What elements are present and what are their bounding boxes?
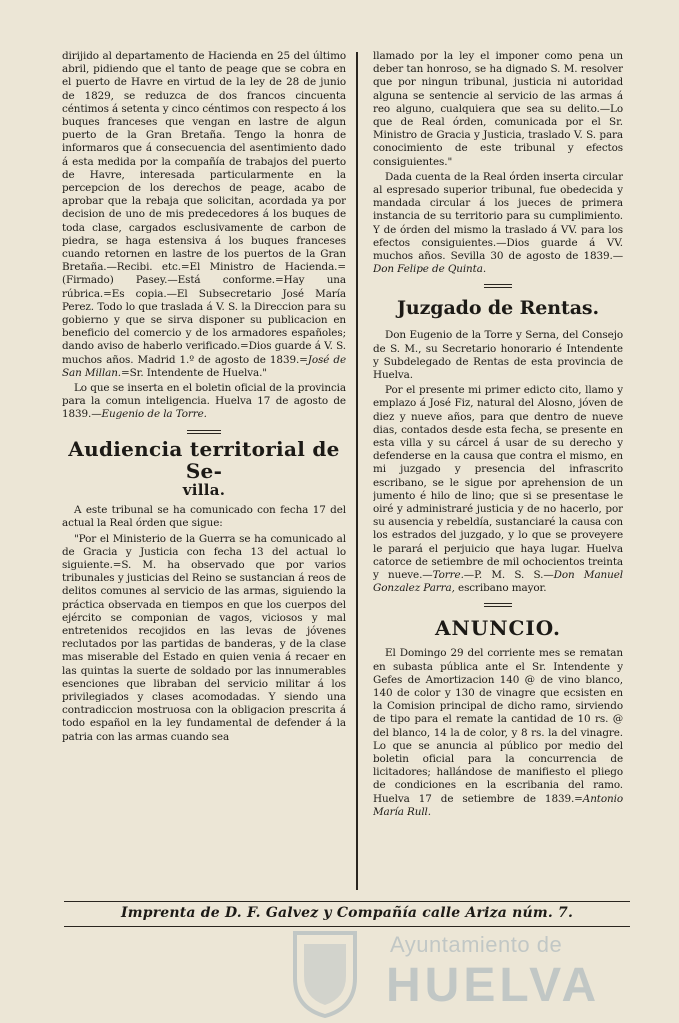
left-paragraph-4: "Por el Ministerio de la Guerra se ha comunicado al de Gracia y Justicia con fecha 13 del actual lo siguiente.=S. M. ha observado que por varios tribunales y justicias del Reino se sustancian á reos de delitos comunes al servicio de las armas, siguiendo la práctica observada en tiempos en que los cuerpos del ejército se componian de vagos, viciosos y mal entretenidos recojidos en las levas de jóvenes reclutados por las partidas de banderas, y de la clase mas miserable del Estado en quien venia á recaer en las quintas la suerte de soldado por las innumerables esenciones que libraban del servicio militar á los privilegiados y clases acomodadas. Y siendo una contradiccion mostruosa con la obligacion prescrita á todo español en la ley fundamental de defender á la patria con las armas cuando sea <box>62 532 346 743</box>
imprint-line: Imprenta de D. F. Galvez y Compañía calle Ariza núm. 7. <box>120 905 574 921</box>
left-column <box>62 50 346 896</box>
signature-rull: Antonio María Rull. <box>373 792 623 818</box>
left-paragraph-1: dirijido al departamento de Hacienda en 25 del último abril, pidiendo que el tanto de peage que se cobra en el puerto de Havre en virtud de la ley de 28 de junio de 1829, se reduzca de dos francos cincuenta céntimos á setenta y cinco céntimos con respecto á los buques franceses que vengan en lastre de algun puerto de la Gran Bretaña. Tengo la honra de informaros que á consecuencia del asentimiento dado á esta medida por la compañía de trabajos del puerto de Havre, interesada particularmente en la percepcion de los derechos de peage, acabo de aprobar que la rebaja que solicitan, acordada ya por decision de uno de mis predecedores á los buques de toda clase, cargados esclusivamente de carbon de piedra, se haga estensiva á los buques franceses cuando retornen en lastre de los puertos de la Gran Bretaña.—Recibi. etc.=El Ministro de Hacienda.=(Firmado) Pasey.—Está conforme.=Hay una rúbrica.=Es copia.—El Subsecretario José María Perez. Todo lo que traslada á V. S. la Direccion para su gobierno y que se sirva disponer su publicacion en beneficio del comercio y de los armadores españoles; dando aviso de haberlo verificado.=Dios guarde á V. S. muchos años. Madrid 1.º de agosto de 1839.=José de San Millan.=Sr. Intendente de Huelva." <box>62 50 346 379</box>
right-paragraph-4: Por el presente mi primer edicto cito, llamo y emplazo á José Fiz, natural del Alosno, jóven de diez y nueve años, para que dentro de nueve dias, contados desde esta fecha, se presente en esta villa y su cárcel á usar de su derecho y defenderse en la causa que contra el mismo, en mi juzgado y presencia del infrascrito escribano, se le sigue por aprehension de un jumento é hilo de lino; que si se presentase le oiré y administraré justicia y de no hacerlo, por su ausencia y rebeldía, sustanciaré la causa con los estrados del juzgado, y lo que se proveyere le parará el perjuicio que haya lugar. Huelva catorce de setiembre de mil ochocientos treinta y nueve.—Torre.—P. M. S. S.—Don Manuel Gonzalez Parra, escribano mayor. <box>373 384 623 595</box>
signature-san-millan: José de San Millan. <box>62 353 346 379</box>
right-column <box>373 50 623 896</box>
watermark-line-2: HUELVA <box>386 959 601 1012</box>
right-paragraph-3: Don Eugenio de la Torre y Serna, del Consejo de S. M., su Secretario honorario é Intendente y Subdelegado de Rentas de esta provincia de Huelva. <box>373 329 623 381</box>
right-paragraph-2: Dada cuenta de la Real órden inserta circular al espresado superior tribunal, fue obedecida y mandada circular á los jueces de primera instancia de su territorio para su cumplimiento. Y de órden del mismo la traslado á VV. para los efectos consiguientes.—Dios guarde á VV. muchos años. Sevilla 30 de agosto de 1839.—Don Felipe de Quinta. <box>373 170 623 276</box>
signature-felipe-quinta: Don Felipe de Quinta. <box>373 263 487 276</box>
signature-eugenio-torre: Eugenio de la Torre. <box>101 408 207 421</box>
signature-torre: Torre. <box>432 569 464 581</box>
section-separator <box>484 284 512 288</box>
heading-juzgado: Juzgado de Rentas. <box>396 297 600 320</box>
shield-icon <box>290 928 360 1018</box>
heading-audiencia: Audiencia territorial de Se- villa. <box>68 436 340 499</box>
section-separator <box>484 603 512 607</box>
section-separator <box>187 430 221 434</box>
heading-anuncio: ANUNCIO. <box>434 616 561 641</box>
right-paragraph-1: llamado por la ley el imponer como pena un deber tan honroso, se ha dignado S. M. resolver que por ningun tribunal, justicia ni autoridad alguna se sentencie al servicio de las armas á reo alguno, cualquiera que sea su delito.—Lo que de Real órden, comunicada por el Sr. Ministro de Gracia y Justicia, traslado V. S. para conocimiento de este tribunal y efectos consiguientes." <box>373 50 623 168</box>
watermark <box>290 928 650 1023</box>
signature-gonzalez-parra: Don Manuel Gonzalez Parra, <box>373 569 623 595</box>
footer-rule-top <box>64 901 630 902</box>
footer-rule-bottom <box>64 926 630 927</box>
left-paragraph-2: Lo que se inserta en el boletin oficial de la provincia para la comun inteligencia. Huelva 17 de agosto de 1839.—Eugenio de la Torre. <box>62 382 346 421</box>
right-paragraph-5: El Domingo 29 del corriente mes se rematan en subasta pública ante el Sr. Intendente y Gefes de Amortizacion 140 @ de vino blanco, 140 de color y 130 de vinagre que ecsisten en la Comision principal de dicho ramo, sirviendo de tipo para el remate la cantidad de 10 rs. @ del blanco, 14 la de color, y 8 rs. la del vinagre. Lo que se anuncia al público por medio del boletin oficial para la concurrencia de licitadores; hallándose de manifiesto el pliego de condiciones en la escribania del ramo. Huelva 17 de setiembre de 1839.=Antonio María Rull. <box>373 647 623 818</box>
left-paragraph-3: A este tribunal se ha comunicado con fecha 17 del actual la Real órden que sigue: <box>62 504 346 530</box>
watermark-line-1: Ayuntamiento de <box>390 932 563 957</box>
column-divider <box>356 52 358 890</box>
